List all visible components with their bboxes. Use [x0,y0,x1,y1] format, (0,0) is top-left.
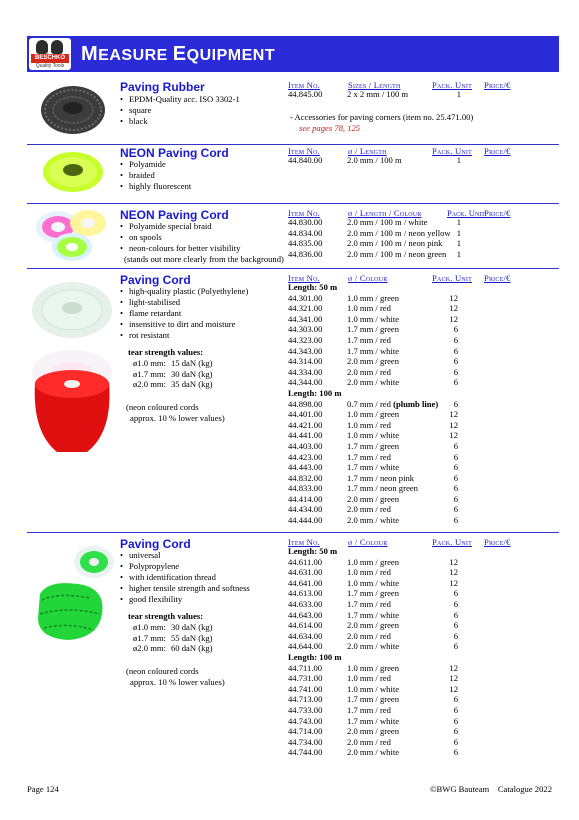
table-row: 44.840.00 2.0 mm / 100 m 1 [288,155,461,165]
feature-list [120,286,248,341]
section-header-bar [27,36,559,72]
product-table [288,546,488,758]
feature-item: • black [120,116,240,127]
table-row: 44.323.00 1.7 mm / red 6 [288,334,458,345]
table-row: 44.633.00 1.7 mm / red 6 [288,598,458,609]
table-row: 44.614.00 2.0 mm / green 6 [288,620,458,631]
col-sizes: Sizes / Length [348,80,401,90]
feature-list [120,221,240,254]
col-price: Price/€ [484,80,511,90]
table-row: 44.731.00 1.0 mm / red 12 [288,673,458,684]
page-number: Page 124 [27,784,59,794]
table-row: 44.441.00 1.0 mm / white 12 [288,430,458,441]
product-image-paving-rubber [37,80,109,138]
col-price: Price/€ [484,537,511,547]
product-title: Paving Cord [120,537,191,551]
table-row: 44.423.00 1.7 mm / red 6 [288,451,458,462]
table-row: 44.414.00 2.0 mm / green 6 [288,493,458,504]
col-pack-unit: Pack. Unit [432,80,472,90]
feature-item: • high-quality plastic (Polyethylene) [120,286,248,297]
feature-item: • rot resistant [120,330,248,341]
logo-face-right [51,40,63,54]
col-item-no: Item No. [288,80,320,90]
product-table [288,155,488,166]
see-pages-link[interactable]: see pages 78, 125 [299,123,361,133]
feature-item: • Polyamide special braid [120,221,240,232]
table-row: 44.343.00 1.7 mm / white 6 [288,345,458,356]
tear-strength-table [133,358,253,390]
feature-item: • Polypropylene [120,561,250,572]
visibility-note: (stands out more clearly from the background) [124,254,284,264]
feature-item: • on spools [120,232,240,243]
accessories-note: - Accessories for paving corners (item no. 25.471.00) [290,112,474,122]
tear-row: ø1.7 mm: 55 daN (kg) [133,632,213,643]
table-row: 44.341.00 1.0 mm / white 12 [288,313,458,324]
feature-list [120,94,240,127]
table-row: 44.613.00 1.7 mm / green 6 [288,588,458,599]
col-diam-colour: ø / Colour [348,537,388,547]
table-row: 44.301.00 1.0 mm / green 12 [288,292,458,303]
neon-note: (neon coloured cords [126,402,199,412]
tear-strength-label: tear strength values: [128,611,204,621]
neon-note: approx. 10 % lower values) [130,413,225,423]
divider [27,203,559,204]
logo-face-left [36,40,48,54]
feature-list [120,550,250,605]
product-image-polypropylene-cord [28,540,118,646]
copyright: ©BWG Bauteam Catalogue 2022 [429,784,552,794]
feature-item: • universal [120,550,250,561]
col-item-no: Item No. [288,208,320,218]
feature-item: • EPDM-Quality acc. ISO 3302-1 [120,94,240,105]
feature-item: • light-stabilised [120,297,248,308]
length-header: Length: 50 m [288,282,338,292]
table-row: 44.634.00 2.0 mm / red 6 [288,630,458,641]
feature-item: • good flexibility [120,594,250,605]
table-row: 44.741.00 1.0 mm / white 12 [288,683,458,694]
table-row: 44.443.00 1.7 mm / white 6 [288,462,458,473]
tear-strength-table [133,622,253,654]
col-item-no: Item No. [288,537,320,547]
col-price: Price/€ [484,208,511,218]
table-row: 44.421.00 1.0 mm / red 12 [288,419,458,430]
table-row: 44.641.00 1.0 mm / white 12 [288,577,458,588]
feature-item: • highly fluorescent [120,181,191,192]
table-row: 44.303.00 1.7 mm / green 6 [288,324,458,335]
table-row: 44.644.00 2.0 mm / white 6 [288,641,458,652]
product-image-neon-cord [38,148,108,196]
tear-row: ø1.0 mm: 15 daN (kg) [133,358,213,368]
divider [27,268,559,269]
col-item-no: Item No. [288,146,320,156]
feature-item: • insensitive to dirt and moisture [120,319,248,330]
divider [27,144,559,145]
feature-item: • flame retardant [120,308,248,319]
table-row: 44.713.00 1.7 mm / green 6 [288,694,458,705]
table-row: 44.611.00 1.0 mm / green 12 [288,556,458,567]
table-row: 44.830.00 2.0 mm / 100 m / white 1 [288,217,461,227]
tear-row: ø2.0 mm: 60 daN (kg) [133,643,213,654]
logo-subtext: Quality Tools [35,63,65,69]
col-pack-unit: Pack. Unit [447,208,485,218]
tear-row: ø1.7 mm: 30 daN (kg) [133,368,213,379]
product-image-neon-spools [30,205,114,263]
feature-item: • square [120,105,240,116]
table-row: 44.334.00 2.0 mm / red 6 [288,366,458,377]
brand-logo [29,38,71,70]
page-title: MEASURE EQUIPMENT [81,43,276,65]
feature-item: • higher tensile strength and softness [120,583,250,594]
table-row: 44.643.00 1.7 mm / white 6 [288,609,458,620]
table-row: 44.744.00 2.0 mm / white 6 [288,747,458,758]
feature-list [120,159,191,192]
product-table [288,217,488,259]
product-table [288,89,488,100]
table-row: 44.321.00 1.0 mm / red 12 [288,303,458,314]
tear-strength-label: tear strength values: [128,347,204,357]
col-pack-unit: Pack. Unit [432,273,472,283]
neon-note: approx. 10 % lower values) [130,677,225,687]
product-title: NEON Paving Cord [120,208,229,222]
table-row: 44.733.00 1.7 mm / red 6 [288,704,458,715]
logo-banner: BESCHKO [31,54,69,63]
feature-item: • neon-colours for better visibility [120,243,240,254]
product-title: Paving Cord [120,273,191,287]
table-row: 44.403.00 1.7 mm / green 6 [288,440,458,451]
table-row: 44.434.00 2.0 mm / red 6 [288,504,458,515]
table-row: 44.734.00 2.0 mm / red 6 [288,736,458,747]
length-header: Length: 50 m [288,546,338,556]
table-row: 44.711.00 1.0 mm / green 12 [288,662,458,673]
table-row: 44.444.00 2.0 mm / white 6 [288,515,458,526]
table-row: 44.833.00 1.7 mm / neon green 6 [288,483,458,494]
product-title: Paving Rubber [120,80,205,94]
table-row: 44.401.00 1.0 mm / green 12 [288,409,458,420]
col-pack-unit: Pack. Unit [432,146,472,156]
tear-row: ø1.0 mm: 30 daN (kg) [133,622,213,632]
product-title: NEON Paving Cord [120,146,229,160]
col-pack-unit: Pack. Unit [432,537,472,547]
tear-row: ø2.0 mm: 35 daN (kg) [133,379,213,390]
table-row: 44.845.00 2 x 2 mm / 100 m 1 [288,89,461,99]
feature-item: • Polyamide [120,159,191,170]
col-diam-colour: ø / Colour [348,273,388,283]
feature-item: • braided [120,170,191,181]
divider [27,532,559,533]
col-diam-length: ø / Length [348,146,387,156]
col-diam-length-colour: ø / Length / Colour [348,208,422,218]
col-price: Price/€ [484,146,511,156]
col-price: Price/€ [484,273,511,283]
product-image-paving-cord-spools [27,272,117,462]
length-header: Length: 100 m [288,387,342,398]
length-header: Length: 100 m [288,651,342,662]
table-row: 44.314.00 2.0 mm / green 6 [288,356,458,367]
product-table [288,282,488,526]
table-row: 44.835.00 2.0 mm / 100 m / neon pink 1 [288,238,461,249]
feature-item: • with identification thread [120,572,250,583]
neon-note: (neon coloured cords [126,666,199,676]
col-item-no: Item No. [288,273,320,283]
table-row: 44.714.00 2.0 mm / green 6 [288,726,458,737]
table-row: 44.344.00 2.0 mm / white 6 [288,377,458,388]
table-row: 44.898.00 0.7 mm / red (plumb line) 6 [288,398,458,409]
table-row: 44.836.00 2.0 mm / 100 m / neon green 1 [288,248,461,259]
table-row: 44.631.00 1.0 mm / red 12 [288,567,458,578]
table-row: 44.832.00 1.7 mm / neon pink 6 [288,472,458,483]
table-row: 44.743.00 1.7 mm / white 6 [288,715,458,726]
table-row: 44.834.00 2.0 mm / 100 m / neon yellow 1 [288,227,461,238]
